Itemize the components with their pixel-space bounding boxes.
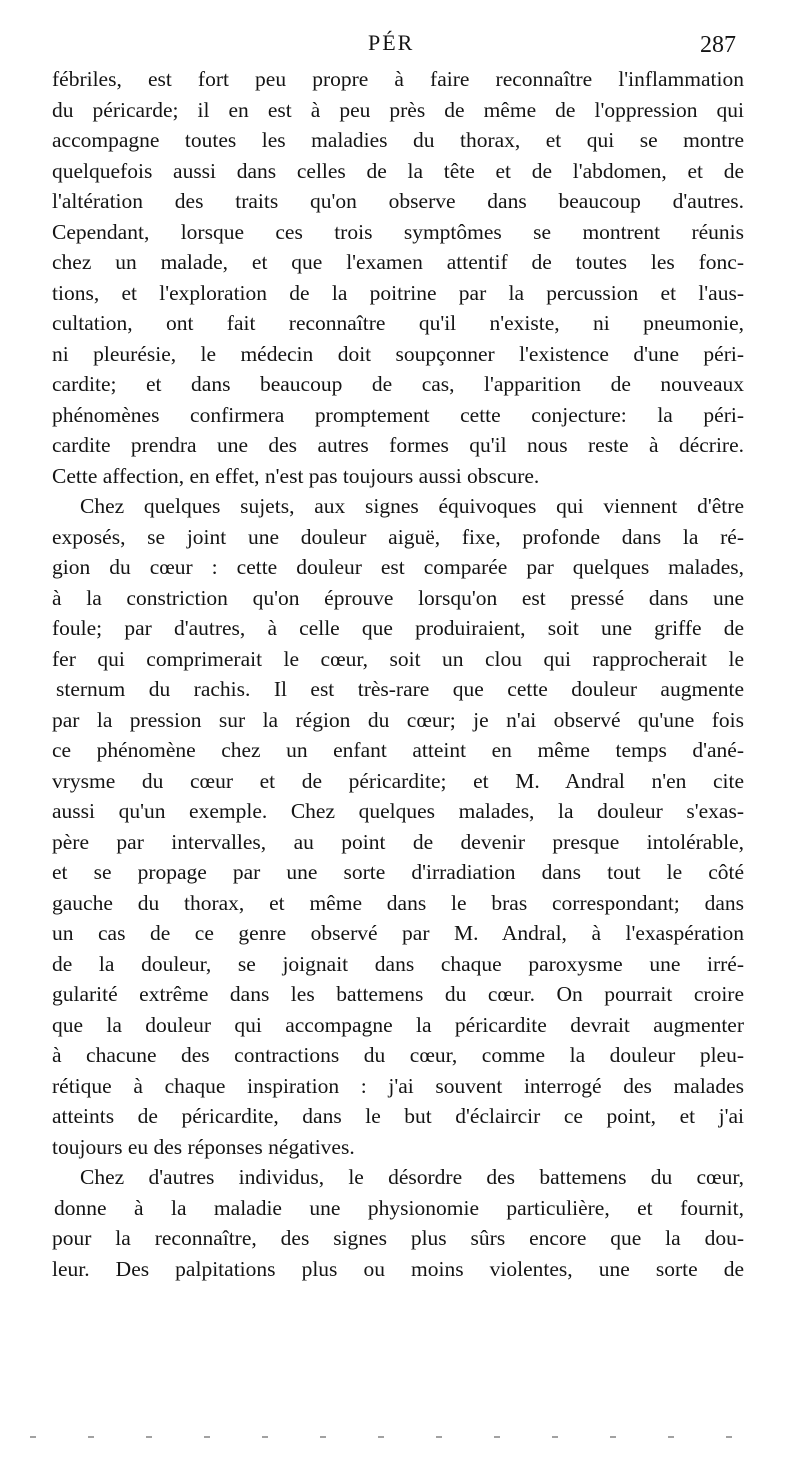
text-line: un cas de ce genre observé par M. Andral, à l'exaspération bbox=[52, 921, 744, 945]
text-line: cultation, ont fait reconnaître qu'il n'existe, ni pneumonie, bbox=[52, 311, 744, 335]
running-head bbox=[0, 30, 800, 60]
text-line: quelquefois aussi dans celles de la tête et de l'abdomen, et de bbox=[52, 158, 744, 183]
text-line: aussi qu'un exemple. Chez quelques malades, la douleur s'exas- bbox=[52, 799, 744, 823]
text-line-paragraph-start: Chez quelques sujets, aux signes équivoques qui viennent d'être bbox=[80, 494, 744, 518]
text-line: à la constriction qu'on éprouve lorsqu'on est pressé dans une bbox=[52, 585, 744, 610]
text-line: et se propage par une sorte d'irradiation dans tout le côté bbox=[52, 860, 744, 884]
text-line: cardite prendra une des autres formes qu'il nous reste à décrire. bbox=[52, 433, 744, 457]
text-line-paragraph-end: Cette affection, en effet, n'est pas toujours aussi obscure. bbox=[52, 463, 540, 488]
text-line: donne à la maladie une physionomie particulière, et fournit, bbox=[54, 1195, 744, 1220]
footer-dotted-rule bbox=[30, 1436, 750, 1438]
text-line: vrysme du cœur et de péricardite; et M. Andral n'en cite bbox=[52, 768, 744, 793]
text-line-paragraph-start: Chez d'autres individus, le désordre des battemens du cœur, bbox=[80, 1165, 744, 1189]
text-line: par la pression sur la région du cœur; je n'ai observé qu'une fois bbox=[52, 707, 744, 732]
text-line: atteints de péricardite, dans le but d'éclaircir ce point, et j'ai bbox=[52, 1104, 744, 1128]
text-line: fébriles, est fort peu propre à faire reconnaître l'inflammation bbox=[52, 67, 744, 91]
text-line: de la douleur, se joignait dans chaque paroxysme une irré- bbox=[52, 951, 744, 976]
text-line: phénomènes confirmera promptement cette conjecture: la péri- bbox=[52, 402, 744, 427]
text-line: gularité extrême dans les battemens du cœur. On pourrait croire bbox=[52, 982, 744, 1006]
text-line: l'altération des traits qu'on observe dans beaucoup d'autres. bbox=[52, 189, 744, 213]
running-head-title: PÉR bbox=[368, 30, 415, 55]
text-line: ni pleurésie, le médecin doit soupçonner l'existence d'une péri- bbox=[52, 341, 744, 366]
body-text bbox=[52, 64, 744, 1284]
text-line: rétique à chaque inspiration : j'ai souvent interrogé des malades bbox=[52, 1073, 744, 1098]
text-line: gauche du thorax, et même dans le bras correspondant; dans bbox=[52, 890, 744, 915]
text-line: chez un malade, et que l'examen attentif de toutes les fonc- bbox=[52, 250, 744, 274]
text-line-paragraph-end: toujours eu des réponses négatives. bbox=[52, 1134, 355, 1159]
text-line: à chacune des contractions du cœur, comme la douleur pleu- bbox=[52, 1043, 744, 1067]
text-line: que la douleur qui accompagne la péricardite devrait augmenter bbox=[52, 1012, 744, 1037]
text-line: leur. Des palpitations plus ou moins violentes, une sorte de bbox=[52, 1256, 744, 1281]
text-line: fer qui comprimerait le cœur, soit un clou qui rapprocherait le bbox=[52, 646, 744, 671]
text-line: père par intervalles, au point de devenir presque intolérable, bbox=[52, 829, 744, 854]
text-line: pour la reconnaître, des signes plus sûrs encore que la dou- bbox=[52, 1226, 744, 1250]
text-line: du péricarde; il en est à peu près de même de l'oppression qui bbox=[52, 97, 744, 122]
text-line: ce phénomène chez un enfant atteint en même temps d'ané- bbox=[52, 738, 744, 762]
text-line: accompagne toutes les maladies du thorax, et qui se montre bbox=[52, 128, 744, 152]
page-number: 287 bbox=[700, 32, 736, 58]
text-line: cardite; et dans beaucoup de cas, l'apparition de nouveaux bbox=[52, 372, 744, 396]
text-line: gion du cœur : cette douleur est comparée par quelques malades, bbox=[52, 555, 744, 579]
text-line: tions, et l'exploration de la poitrine par la percussion et l'aus- bbox=[52, 280, 744, 305]
text-line: Cependant, lorsque ces trois symptômes se montrent réunis bbox=[52, 219, 744, 244]
text-line: sternum du rachis. Il est très-rare que cette douleur augmente bbox=[56, 677, 744, 701]
text-line: foule; par d'autres, à celle que produiraient, soit une griffe de bbox=[52, 616, 744, 640]
text-line: exposés, se joint une douleur aiguë, fixe, profonde dans la ré- bbox=[52, 524, 744, 549]
